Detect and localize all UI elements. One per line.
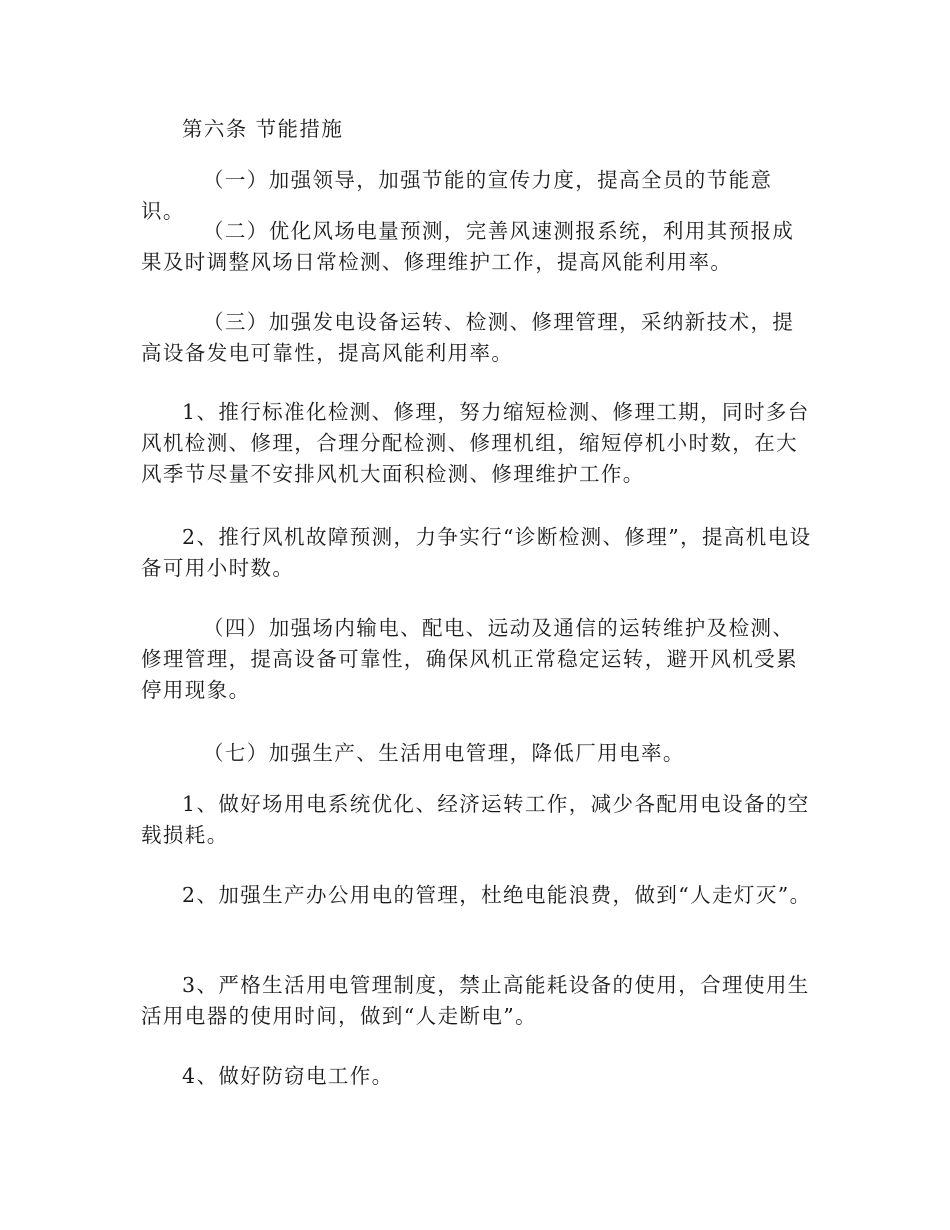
paragraph-11: 4、做好防窃电工作。 [182, 1064, 394, 1088]
section-heading: 第六条 节能措施 [182, 117, 344, 141]
paragraph-8: 1、做好场用电系统优化、经济运转工作，减少各配用电设备的空载损耗。 [141, 792, 810, 847]
paragraph-6: （四）加强场内输电、配电、远动及通信的运转维护及检测、修理管理，提高设备可靠性，确保风机正常稳定运转，避开风机受累停用现象。 [141, 616, 798, 702]
paragraph-1: （一）加强领导，加强节能的宣传力度，提高全员的节能意识。 [141, 168, 773, 223]
paragraph-2: （二）优化风场电量预测，完善风速测报系统，利用其预报成果及时调整风场日常检测、修理维护工作，提高风能利用率。 [141, 219, 795, 274]
paragraph-9: 2、加强生产办公用电的管理，杜绝电能浪费，做到“人走灯灭”。 [182, 883, 812, 907]
paragraph-10: 3、严格生活用电管理制度，禁止高能耗设备的使用，合理使用生活用电器的使用时间，做到“人走断电”。 [141, 973, 810, 1028]
paragraph-3: （三）加强发电设备运转、检测、修理管理，采纳新技术，提高设备发电可靠性，提高风能利用率。 [141, 310, 795, 365]
paragraph-7: （七）加强生产、生活用电管理，降低厂用电率。 [203, 741, 685, 765]
paragraph-5: 2、推行风机故障预测，力争实行“诊断检测、修理”，提高机电设备可用小时数。 [141, 525, 812, 580]
paragraph-4: 1、推行标准化检测、修理，努力缩短检测、修理工期，同时多台风机检测、修理，合理分配检测、修理机组，缩短停机小时数，在大风季节尽量不安排风机大面积检测、修理维护工作。 [141, 400, 810, 486]
